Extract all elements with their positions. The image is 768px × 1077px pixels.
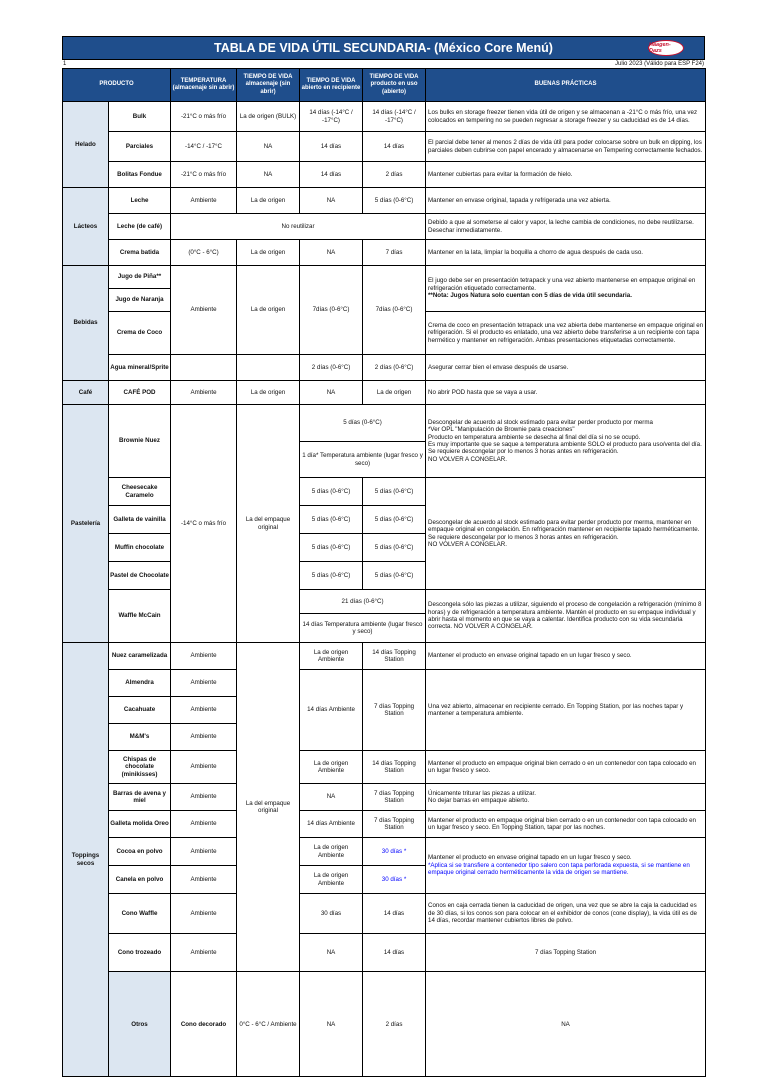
open-cell: NA bbox=[300, 188, 363, 214]
table-row bbox=[63, 102, 706, 132]
practice-text: Descongelar de acuerdo al stock estimado para evitar perder producto por merma, mantener en empaque original en congelación. En refrigeración mantener en recipiente tapado herméticamente. Se requiere descongelar por lo menos 3 horas antes en refrigeración. bbox=[428, 518, 700, 541]
practice-cell: Los bulks en storage freezer tienen vida útil de origen y se almacenan a -21°C o más frío, una vez colocados en tempering no se pueden regresar a storage freezer y su caducidad es de 14 días. bbox=[426, 102, 706, 132]
product-name: Cono decorado bbox=[171, 972, 237, 1077]
table-row bbox=[63, 784, 706, 811]
product-name: Barras de avena y miel bbox=[109, 784, 171, 811]
col-temperatura: TEMPERATURA (almacenaje sin abrir) bbox=[171, 69, 237, 102]
practice-cell: Debido a que al someterse al calor y vapor, la leche cambia de condiciones, no debe reutilizarse. Desechar inmediatamente. bbox=[426, 214, 706, 240]
table-row bbox=[63, 162, 706, 188]
practice-text: Se requiere descongelar por lo menos 3 horas antes en refrigeración. bbox=[428, 448, 619, 456]
table-row bbox=[63, 643, 706, 670]
shelf-life-cell: 21 días (0-6°C) bbox=[300, 590, 426, 614]
practice-text: Producto en temperatura ambiente se desecha al final del día si no se ocupó. bbox=[428, 433, 641, 441]
storage-cell: La de origen bbox=[237, 381, 300, 405]
product-name: Cocoa en polvo bbox=[109, 838, 171, 866]
storage-cell: La de origen bbox=[237, 266, 300, 355]
brand-logo-text: Häagen-Dazs bbox=[649, 42, 671, 54]
category-cafe: Café bbox=[63, 381, 109, 405]
temp-cell: Ambiente bbox=[171, 838, 237, 866]
open-cell: NA bbox=[300, 240, 363, 266]
col-buenas-practicas: BUENAS PRÁCTICAS bbox=[426, 69, 706, 102]
practice-cell: Conos en caja cerrada tienen la caducidad de origen, una vez que se abre la caja la caducidad es de 30 días, si los conos son para colocar en el exhibidor de conos (cone display), la vida útil es de 14 días, recordar mantener cubiertos libres de polvo. bbox=[426, 894, 706, 934]
table-row bbox=[63, 214, 706, 240]
use-cell: 2 días bbox=[363, 162, 426, 188]
table-header-row bbox=[63, 69, 706, 102]
temp-cell: Ambiente bbox=[171, 934, 237, 972]
product-name: Brownie Nuez bbox=[109, 405, 171, 478]
table-row bbox=[63, 355, 706, 381]
product-name: Leche bbox=[109, 188, 171, 214]
table-row bbox=[63, 405, 706, 442]
practice-cell: Mantener en la lata, limpiar la boquilla a chorro de agua después de cada uso. bbox=[426, 240, 706, 266]
product-name: Crema de Coco bbox=[109, 312, 171, 355]
storage-cell: La de origen (BULK) bbox=[237, 102, 300, 132]
practice-note: *Aplica si se transfiere a contenedor tipo salero con tapa perforada expuesta, si se mantiene en empaque original cerrado herméticamente la vida de origen se mantiene. bbox=[428, 861, 690, 877]
page-number: 1 bbox=[63, 61, 67, 67]
practice-text: El jugo debe ser en presentación tetrapack y una vez abierto mantenerse en empaque original en refrigeración etiquetado correctamente. bbox=[428, 277, 696, 292]
practice-cell: Una vez abierto, almacenar en recipiente cerrado. En Topping Station, por las noches tapar y mantener a temperatura ambiente. bbox=[426, 670, 706, 751]
open-cell: 14 días bbox=[300, 132, 363, 162]
practice-cell: El parcial debe tener al menos 2 días de vida útil para poder colocarse sobre un bulk en dipping, los parciales deben cubrirse con papel encerado y almacenarse en Tempering correctamente fechados. bbox=[426, 132, 706, 162]
practice-cell: No abrir POD hasta que se vaya a usar. bbox=[426, 381, 706, 405]
temp-cell: -14°C / -17°C bbox=[171, 132, 237, 162]
practice-text: NO VOLVER A CONGELAR. bbox=[428, 455, 507, 463]
temp-cell: Ambiente bbox=[171, 866, 237, 894]
merged-cell: No reutilizar bbox=[171, 214, 426, 240]
storage-cell: NA bbox=[300, 972, 363, 1077]
storage-cell bbox=[237, 355, 300, 381]
page-title: TABLA DE VIDA ÚTIL SECUNDARIA- (México Core Menú) bbox=[214, 41, 553, 55]
product-name: Jugo de Piña** bbox=[109, 266, 171, 289]
shelf-life-table bbox=[62, 68, 706, 1077]
open-cell: NA bbox=[300, 381, 363, 405]
use-cell: 14 días bbox=[363, 132, 426, 162]
product-name: Cacahuate bbox=[109, 697, 171, 724]
use-cell: 2 días (0-6°C) bbox=[363, 355, 426, 381]
product-name: Leche (de café) bbox=[109, 214, 171, 240]
use-cell: 7 días Topping Station bbox=[363, 670, 426, 751]
practice-text: No dejar barras en empaque abierto. bbox=[428, 797, 530, 804]
use-cell: 14 días bbox=[363, 894, 426, 934]
table-row bbox=[63, 894, 706, 934]
col-almacenaje: TIEMPO DE VIDA almacenaje (sin abrir) bbox=[237, 69, 300, 102]
open-cell: 7días (0-6°C) bbox=[300, 266, 363, 355]
practice-cell: Mantener el producto en empaque original bien cerrado o en un contenedor con tapa colocado en un lugar fresco y seco. bbox=[426, 751, 706, 784]
use-cell: 7 días Topping Station bbox=[363, 811, 426, 838]
practice-text: Únicamente triturar las piezas a utilizar. bbox=[428, 789, 536, 797]
open-cell: 5 días (0-6°C) bbox=[300, 506, 363, 534]
product-name: M&M's bbox=[109, 724, 171, 751]
table-row bbox=[63, 751, 706, 784]
practice-cell bbox=[426, 405, 706, 478]
shelf-life-cell: 1 día* Temperatura ambiente (lugar fresco y seco) bbox=[300, 442, 426, 478]
temp-cell: Ambiente bbox=[171, 751, 237, 784]
temp-cell: -21°C o más frío bbox=[171, 162, 237, 188]
storage-cell: La del empaque original bbox=[237, 643, 300, 972]
storage-cell: La de origen bbox=[237, 240, 300, 266]
open-cell: La de origen Ambiente bbox=[300, 838, 363, 866]
temp-cell bbox=[171, 355, 237, 381]
temp-cell: -14°C o más frío bbox=[171, 405, 237, 643]
temp-cell: -21°C o más frío bbox=[171, 102, 237, 132]
category-toppings: Toppings secos bbox=[63, 643, 109, 1077]
practice-cell: Mantener el producto en envase original tapado en un lugar fresco y seco. bbox=[426, 643, 706, 670]
product-name: Parciales bbox=[109, 132, 171, 162]
practice-cell: Crema de coco en presentación tetrapack una vez abierta debe mantenerse en empaque original en refrigeración. Si el producto es enlatado, una vez abierto debe transferirse a un recipiente con tapa hermético y mantener en refrigeración. Ambas presentaciones etiquetadas correctamente. bbox=[426, 312, 706, 355]
product-name: Jugo de Naranja bbox=[109, 289, 171, 312]
temp-cell: (0°C - 6°C) bbox=[171, 240, 237, 266]
category-otros: Otros bbox=[109, 972, 171, 1077]
use-cell: 5 días (0-6°C) bbox=[363, 478, 426, 506]
temp-cell: Ambiente bbox=[171, 697, 237, 724]
use-cell: 5 días (0-6°C) bbox=[363, 534, 426, 562]
use-cell: 7 días bbox=[363, 240, 426, 266]
open-cell: 2 días bbox=[363, 972, 426, 1077]
product-name: CAFÉ POD bbox=[109, 381, 171, 405]
table-row bbox=[63, 934, 706, 972]
practice-cell: Mantener cubiertas para evitar la formación de hielo. bbox=[426, 162, 706, 188]
practice-cell bbox=[426, 478, 706, 590]
practice-cell: Asegurar cerrar bien el envase después de usarse. bbox=[426, 355, 706, 381]
open-cell: La de origen Ambiente bbox=[300, 866, 363, 894]
open-cell: 5 días (0-6°C) bbox=[300, 478, 363, 506]
practice-text: Mantener el producto en envase original tapado en un lugar fresco y seco. bbox=[428, 854, 632, 862]
use-cell: 7días (0-6°C) bbox=[363, 266, 426, 355]
temp-cell: Ambiente bbox=[171, 643, 237, 670]
table-row bbox=[63, 670, 706, 697]
shelf-life-sheet bbox=[62, 36, 705, 1077]
storage-cell: NA bbox=[237, 132, 300, 162]
use-cell: NA bbox=[426, 972, 706, 1077]
category-pasteleria: Pastelería bbox=[63, 405, 109, 643]
practice-text: Es muy importante que se saque a temperatura ambiente SOLO el producto para uso/venta del día. bbox=[428, 441, 702, 448]
open-cell: 14 días bbox=[300, 162, 363, 188]
use-cell: 7 días Topping Station bbox=[426, 934, 706, 972]
open-cell: 14 días (-14°C / -17°C) bbox=[300, 102, 363, 132]
use-cell: La de origen bbox=[363, 381, 426, 405]
temp-cell: Ambiente bbox=[171, 188, 237, 214]
use-cell: 30 días * bbox=[363, 866, 426, 894]
title-bar bbox=[62, 36, 705, 60]
use-cell: 5 días (0-6°C) bbox=[363, 506, 426, 534]
table-row bbox=[63, 188, 706, 214]
use-cell: 14 días Topping Station bbox=[363, 751, 426, 784]
brand-logo bbox=[648, 40, 684, 56]
version-note: Julio 2023 (Válido para ESP F24) bbox=[615, 61, 704, 67]
practice-cell: Mantener en envase original, tapada y refrigerada una vez abierta. bbox=[426, 188, 706, 214]
product-name: Cheesecake Caramelo bbox=[109, 478, 171, 506]
use-cell: 30 días * bbox=[363, 838, 426, 866]
open-cell: 14 días Ambiente bbox=[300, 811, 363, 838]
use-cell: 14 días Topping Station bbox=[363, 643, 426, 670]
product-name: Galleta de vainilla bbox=[109, 506, 171, 534]
table-row bbox=[63, 590, 706, 614]
table-row bbox=[63, 478, 706, 506]
temp-cell: Ambiente bbox=[171, 266, 237, 355]
shelf-life-cell: 5 días (0-6°C) bbox=[300, 405, 426, 442]
practice-cell: Mantener el producto en empaque original bien cerrado o en un contenedor con tapa colocado en un lugar fresco y seco. En Topping Station, tapar por las noches. bbox=[426, 811, 706, 838]
product-name: Muffin chocolate bbox=[109, 534, 171, 562]
product-name: Almendra bbox=[109, 670, 171, 697]
open-cell: 2 días (0-6°C) bbox=[300, 355, 363, 381]
use-cell: 5 días (0-6°C) bbox=[363, 562, 426, 590]
product-name: Cono trozeado bbox=[109, 934, 171, 972]
temp-cell: Ambiente bbox=[171, 381, 237, 405]
storage-cell: NA bbox=[300, 934, 363, 972]
practice-text: *Ver OPL "Manipulación de Brownie para creaciones" bbox=[428, 426, 575, 434]
practice-cell bbox=[426, 838, 706, 894]
category-bebidas: Bebidas bbox=[63, 266, 109, 381]
table-row bbox=[63, 972, 706, 1077]
product-name: Crema batida bbox=[109, 240, 171, 266]
practice-cell bbox=[426, 784, 706, 811]
open-cell: 30 días bbox=[300, 894, 363, 934]
product-name: Bolitas Fondue bbox=[109, 162, 171, 188]
open-cell: La de origen Ambiente bbox=[300, 643, 363, 670]
open-cell: 14 días Ambiente bbox=[300, 670, 363, 751]
temp-cell: Ambiente bbox=[171, 724, 237, 751]
storage-cell: La del empaque original bbox=[237, 405, 300, 643]
sub-header bbox=[62, 60, 705, 68]
practice-note: **Nota: Jugos Natura solo cuentan con 5 días de vida útil secundaria. bbox=[428, 292, 632, 300]
table-row bbox=[63, 266, 706, 289]
storage-cell: La de origen bbox=[237, 188, 300, 214]
product-name: Nuez caramelizada bbox=[109, 643, 171, 670]
product-name: Waffle McCain bbox=[109, 590, 171, 643]
temp-cell: Ambiente bbox=[171, 811, 237, 838]
open-cell: 5 días (0-6°C) bbox=[300, 534, 363, 562]
product-name: Chispas de chocolate (minikisses) bbox=[109, 751, 171, 784]
product-name: Agua mineral/Sprite bbox=[109, 355, 171, 381]
product-name: Canela en polvo bbox=[109, 866, 171, 894]
product-name: Bulk bbox=[109, 102, 171, 132]
open-cell: 14 días bbox=[363, 934, 426, 972]
temp-cell: Ambiente bbox=[171, 670, 237, 697]
storage-cell: NA bbox=[237, 162, 300, 188]
product-name: Pastel de Chocolate bbox=[109, 562, 171, 590]
col-producto: PRODUCTO bbox=[63, 69, 171, 102]
practice-text: Descongelar de acuerdo al stock estimado para evitar perder producto por merma bbox=[428, 418, 653, 426]
table-row bbox=[63, 811, 706, 838]
temp-cell: Ambiente bbox=[171, 784, 237, 811]
col-abierto: TIEMPO DE VIDA abierto en recipiente bbox=[300, 69, 363, 102]
practice-cell bbox=[426, 266, 706, 312]
use-cell: 7 días Topping Station bbox=[363, 784, 426, 811]
use-cell: 5 días (0-6°C) bbox=[363, 188, 426, 214]
practice-cell: Descongela sólo las piezas a utilizar, siguiendo el proceso de congelación a refrigeración (mínimo 8 horas) y de refrigeración a temperatura ambiente. Mantén el producto en su empaque individual y abrir hasta el momento en que se vaya a calentar. Identifica producto con su vida secundaria correcta. NO VOLVER A CONGELAR. bbox=[426, 590, 706, 643]
table-row bbox=[63, 838, 706, 866]
category-helado: Helado bbox=[63, 102, 109, 188]
open-cell: 5 días (0-6°C) bbox=[300, 562, 363, 590]
temp-cell: Ambiente bbox=[171, 894, 237, 934]
product-name: Cono Waffle bbox=[109, 894, 171, 934]
col-uso: TIEMPO DE VIDA producto en uso (abierto) bbox=[363, 69, 426, 102]
temp-cell: 0°C - 6°C / Ambiente bbox=[237, 972, 300, 1077]
practice-text: NO VOLVER A CONGELAR. bbox=[428, 540, 507, 548]
shelf-life-cell: 14 días Temperatura ambiente (lugar fresco y seco) bbox=[300, 614, 426, 643]
table-row bbox=[63, 240, 706, 266]
open-cell: NA bbox=[300, 784, 363, 811]
table-row bbox=[63, 132, 706, 162]
use-cell: 14 días (-14°C / -17°C) bbox=[363, 102, 426, 132]
category-lacteos: Lácteos bbox=[63, 188, 109, 266]
table-row bbox=[63, 381, 706, 405]
product-name: Galleta molida Oreo bbox=[109, 811, 171, 838]
open-cell: La de origen Ambiente bbox=[300, 751, 363, 784]
